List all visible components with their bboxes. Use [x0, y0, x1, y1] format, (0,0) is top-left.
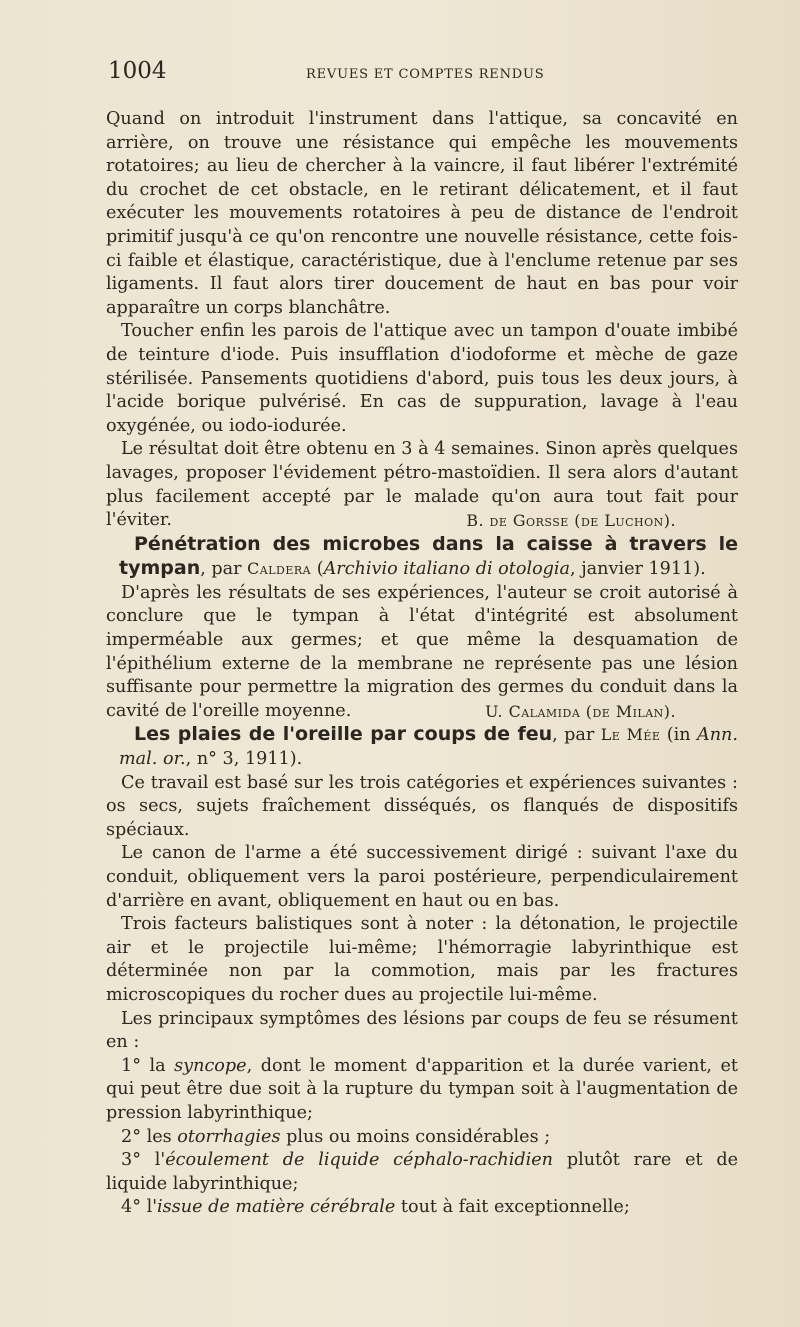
article-journal-2: Ann. mal. or. — [119, 725, 738, 770]
article-journal-1: Archivio italiano di otologia — [323, 559, 571, 580]
list-item-4 — [106, 1196, 738, 1220]
list-item-4-emphasis: issue de matière cérébrale — [157, 1197, 396, 1218]
paragraph-5: Ce travail est basé sur les trois catégories et expériences suivantes : os secs, sujets fraîchement disséqués, os flanqués de dispositifs spéciaux. — [106, 772, 738, 840]
list-item-1 — [106, 1055, 738, 1126]
paragraph-2: Toucher enfin les parois de l'attique avec un tampon d'ouate imbibé de teinture d'iode. Puis insufflation d'iodoforme et mèche de gaze stérilisée. Pansements quotidiens d'abord, puis tous les deux jours, à l'acide borique pulvérisé. En cas de suppuration, lavage à l'eau oxygénée, ou iodo-iodurée. — [106, 321, 738, 436]
list-item-4-number: 4° l' — [121, 1197, 158, 1218]
list-item-1-text: , dont le moment d'apparition et la durée varient, et qui peut être due soit à la rupture du tympan soit à l'augmentation de pression labyrinthique; — [106, 1055, 738, 1123]
page-header — [108, 58, 738, 88]
article-heading-2 — [106, 723, 738, 771]
reviewer-signature-1: B. de Gorsse (de Luchon). — [466, 511, 676, 531]
article-by-2: , par — [552, 725, 601, 746]
reviewer-signature-2: U. Calamida (de Milan). — [485, 701, 676, 721]
paragraph-3-text: Le résultat doit être obtenu en 3 à 4 semaines. Sinon après quelques lavages, proposer l'évidement pétro-mastoïdien. Il sera alors d'autant plus facilement accepté par le malade qu'on aura tout fait pour l'éviter. — [106, 439, 738, 531]
list-item-2-text: plus ou moins considérables ; — [280, 1126, 551, 1147]
list-item-2 — [106, 1126, 738, 1150]
paragraph-7: Trois facteurs balistiques sont à noter : la détonation, le projectile air et le projectile lui-même; l'hémorragie labyrinthique est déterminée non par la commotion, mais par les fractures microscopiques du rocher dues au projectile lui-même. — [106, 914, 738, 1005]
list-item-3 — [106, 1149, 738, 1196]
article-source-open-1: ( — [311, 559, 324, 580]
list-item-1-emphasis: syncope — [174, 1055, 247, 1076]
list-item-2-number: 2° les — [121, 1126, 178, 1147]
paragraph-4 — [106, 582, 738, 724]
article-by-1: , par — [200, 559, 248, 580]
article-source-open-2: (in — [660, 725, 698, 746]
article-author-2: Le Mée — [600, 725, 661, 745]
list-item-3-emphasis: écoulement de liquide céphalo-rachidien — [165, 1150, 554, 1171]
list-item-2-emphasis: otorrhagies — [177, 1126, 281, 1147]
paragraph-1: Quand on introduit l'instrument dans l'attique, sa concavité en arrière, on trouve une résistance qui empêche les mouvements rotatoires; au lieu de chercher à la vaincre, il faut libérer l'extrémité du crochet de cet obstacle, en le retirant délicatement, et il faut exécuter les mouvements rotatoires à peu de distance de l'endroit primitif jusqu'à ce qu'on rencontre une nouvelle résistance, cette fois-ci faible et élastique, caractéristique, due à l'enclume retenue par ses ligaments. Il faut alors tirer doucement de haut en bas pour voir apparaître un corps blanchâtre. — [106, 109, 738, 318]
article-author-1: Caldera — [247, 559, 312, 579]
paragraph-8: Les principaux symptômes des lésions par coups de feu se résument en : — [106, 1008, 738, 1053]
list-item-1-number: 1° la — [121, 1055, 175, 1076]
page-body — [106, 108, 738, 1220]
article-title-1: Pénétration des microbes dans la caisse à travers le tympan — [119, 532, 738, 580]
article-date-2: , n° 3, 1911). — [185, 749, 303, 770]
article-heading-1 — [106, 533, 738, 582]
article-date-1: , janvier 1911). — [570, 559, 706, 580]
paragraph-3 — [106, 438, 738, 532]
list-item-3-text: plutôt rare et de liquide labyrinthique; — [106, 1150, 739, 1194]
paragraph-6: Le canon de l'arme a été successivement dirigé : suivant l'axe du conduit, obliquement vers la paroi postérieure, perpendiculairement d'arrière en avant, obliquement en haut ou en bas. — [106, 843, 738, 911]
page-number: 1004 — [108, 58, 167, 84]
list-item-4-text: tout à fait exceptionnelle; — [395, 1197, 630, 1218]
paragraph-4-text: D'après les résultats de ses expériences, l'auteur se croit autorisé à conclure que le tympan à l'état d'intégrité est absolument imperméable aux germes; et que même la desquamation de l'épithélium externe de la membrane ne représente pas une lésion suffisante pour permettre la migration des germes du conduit dans la cavité de l'oreille moyenne. — [106, 582, 738, 721]
list-item-3-number: 3° l' — [121, 1150, 166, 1171]
running-head: REVUES ET COMPTES RENDUS — [306, 67, 545, 82]
article-title-2: Les plaies de l'oreille par coups de feu — [134, 723, 553, 746]
